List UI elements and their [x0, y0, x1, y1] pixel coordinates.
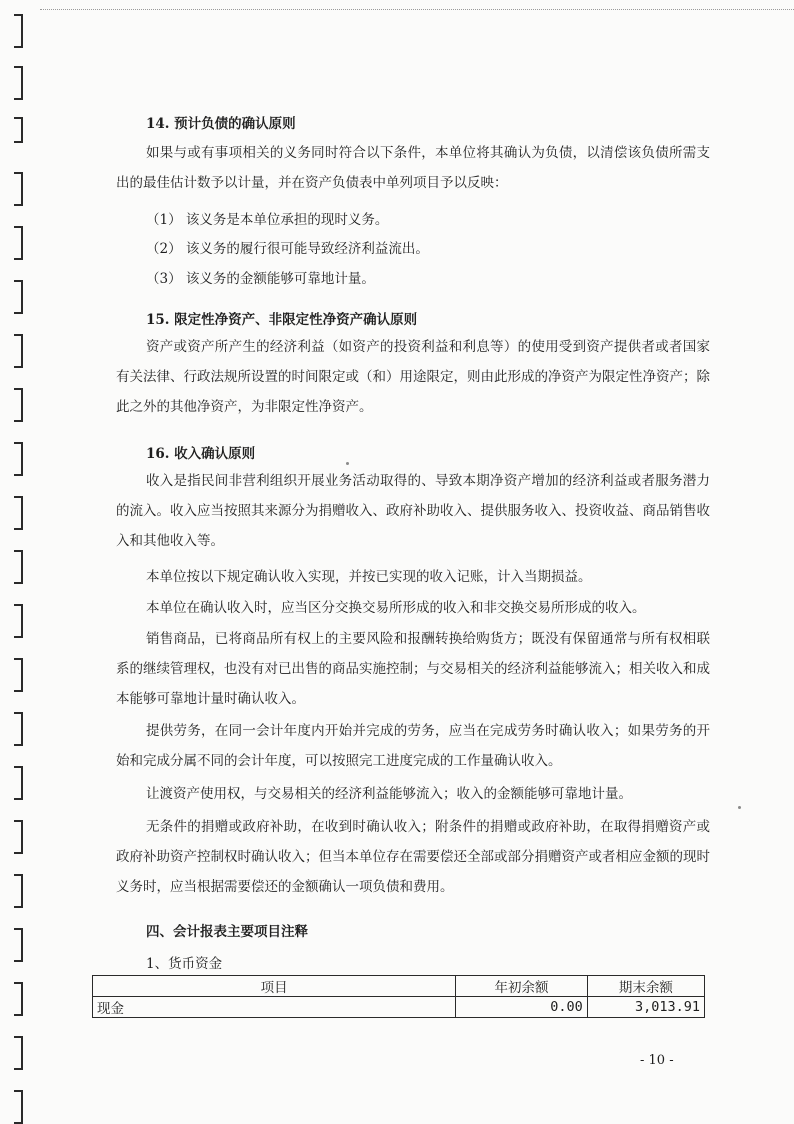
section-16-p1: 收入是指民间非营利组织开展业务活动取得的、导致本期净资产增加的经济利益或者服务潜力的流入。收入应当按照其来源分为捐赠收入、政府补助收入、提供服务收入、投资收益、商品销售收入和其他收入等。: [116, 473, 710, 549]
table-row: [93, 997, 705, 1018]
section-4-subtitle: 1、货币资金: [146, 956, 223, 972]
section-16-p5: 提供劳务，在同一会计年度内开始并完成的劳务，应当在完成劳务时确认收入；如果劳务的开始和完成分属不同的会计年度，可以按照完工进度完成的工作量确认收入。: [116, 723, 710, 769]
scan-speck: [346, 462, 349, 465]
binding-mark: [14, 712, 23, 746]
section-14-item-2: （2） 该义务的履行很可能导致经济利益流出。: [146, 241, 429, 257]
binding-margin: [6, 0, 28, 1123]
section-14-title: 14. 预计负债的确认原则: [146, 116, 296, 132]
section-14-item-1: （1） 该义务是本单位承担的现时义务。: [146, 212, 389, 228]
row-name: 现金: [93, 997, 456, 1018]
header-item: 项目: [93, 976, 456, 997]
binding-mark: [14, 874, 23, 908]
section-14-intro: 如果与或有事项相关的义务同时符合以下条件，本单位将其确认为负债，以清偿该负债所需支出的最佳估计数予以计量，并在资产负债表中单列项目予以反映：: [116, 145, 710, 191]
binding-mark: [14, 766, 23, 800]
binding-mark: [14, 1036, 23, 1070]
section-16-p4: 销售商品，已将商品所有权上的主要风险和报酬转换给购货方；既没有保留通常与所有权相联系的继续管理权，也没有对已出售的商品实施控制；与交易相关的经济利益能够流入；相关收入和成本能够可靠地计量时确认收入。: [116, 631, 710, 707]
section-4-title: 四、会计报表主要项目注释: [146, 924, 308, 940]
section-14-item-3: （3） 该义务的金额能够可靠地计量。: [146, 271, 375, 287]
binding-mark: [14, 14, 23, 48]
binding-mark: [14, 334, 23, 368]
section-15-body: 资产或资产所产生的经济利益（如资产的投资利益和利息等）的使用受到资产提供者或者国家有关法律、行政法规所设置的时间限定或（和）用途限定，则由此形成的净资产为限定性净资产；除此之外的其他净资产，为非限定性净资产。: [116, 339, 710, 415]
binding-mark: [14, 66, 23, 100]
binding-mark: [14, 226, 23, 260]
section-16-title: 16. 收入确认原则: [146, 446, 256, 462]
binding-mark: [14, 280, 23, 314]
page-number: - 10 -: [640, 1053, 674, 1068]
row-end: 3,013.91: [587, 997, 704, 1018]
section-15-title: 15. 限定性净资产、非限定性净资产确认原则: [146, 312, 418, 328]
header-end: 期末余额: [587, 976, 704, 997]
cash-table: [92, 975, 705, 1018]
binding-mark: [14, 820, 23, 854]
binding-mark: [14, 172, 23, 206]
section-16-p7: 无条件的捐赠或政府补助，在收到时确认收入；附条件的捐赠或政府补助，在取得捐赠资产或政府补助资产控制权时确认收入；但当本单位存在需要偿还全部或部分捐赠资产或者相应金额的现时义务时，应当根据需要偿还的金额确认一项负债和费用。: [116, 819, 710, 895]
binding-mark: [14, 496, 23, 530]
header-begin: 年初余额: [456, 976, 587, 997]
scan-speck: [738, 806, 741, 809]
binding-mark: [14, 388, 23, 422]
binding-mark: [14, 658, 23, 692]
binding-mark: [14, 442, 23, 476]
section-16-p6: 让渡资产使用权，与交易相关的经济利益能够流入；收入的金额能够可靠地计量。: [146, 786, 632, 802]
binding-mark: [14, 1090, 23, 1124]
binding-mark: [14, 117, 23, 143]
section-16-p2: 本单位按以下规定确认收入实现，并按已实现的收入记账，计入当期损益。: [146, 569, 592, 585]
page-top-edge: [40, 9, 794, 10]
table-header-row: [93, 976, 705, 997]
binding-mark: [14, 982, 23, 1016]
binding-mark: [14, 928, 23, 962]
binding-mark: [14, 550, 23, 584]
section-16-p3: 本单位在确认收入时，应当区分交换交易所形成的收入和非交换交易所形成的收入。: [146, 600, 646, 616]
row-begin: 0.00: [456, 997, 587, 1018]
binding-mark: [14, 604, 23, 638]
